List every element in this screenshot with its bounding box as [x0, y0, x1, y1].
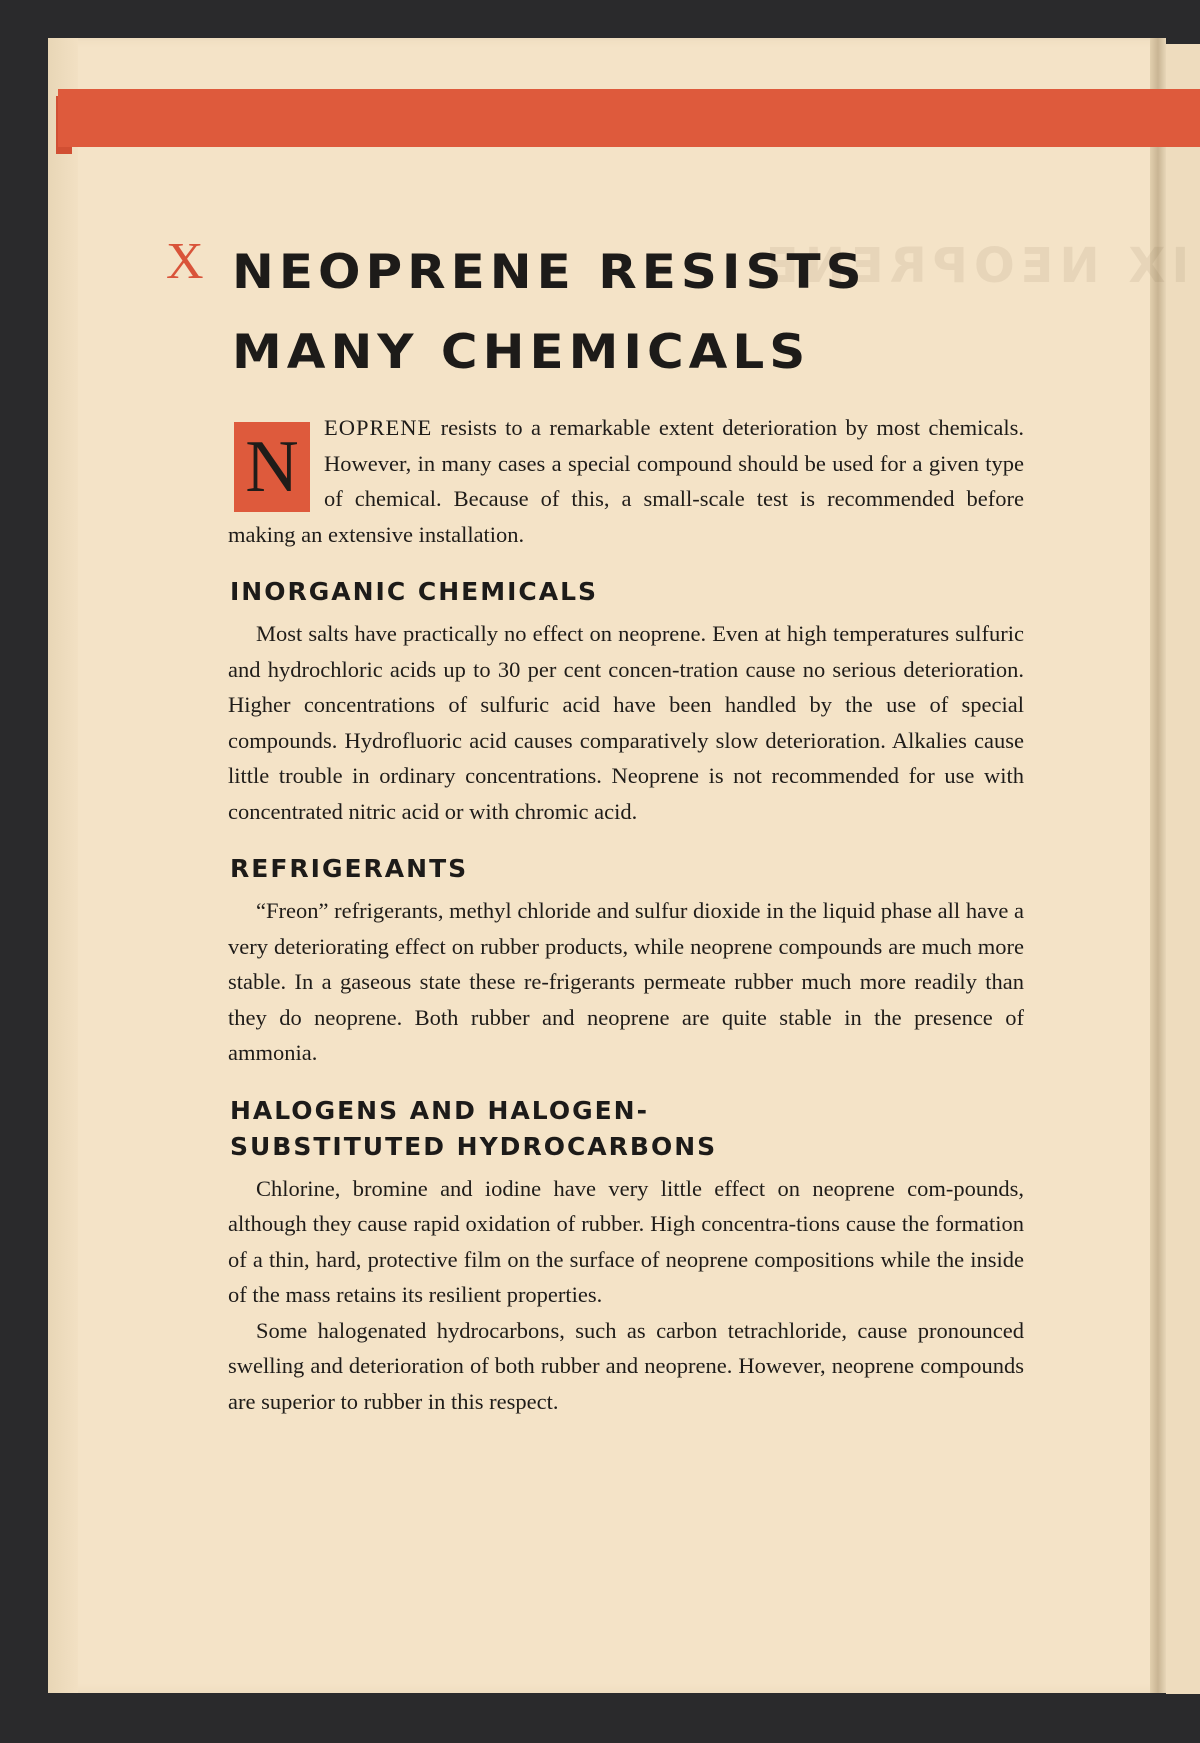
intro-paragraph: [228, 410, 1024, 552]
title-line: NEOPRENE RESISTS: [232, 244, 867, 300]
header-red-band: [58, 89, 1200, 147]
intro-smallcaps: EOPRENE: [324, 415, 433, 440]
drop-cap: N: [234, 422, 310, 512]
section-paragraph: “Freon” refrigerants, methyl chloride and sulfur dioxide in the liquid phase all have a very deteriorating effect on rubber products, while neoprene compounds are much more stable. In a gaseous state these re-frigerants permeate rubber much more readily than they do neoprene. Both rubber and neoprene are quite stable in the presence of ammonia.: [228, 898, 1024, 1065]
section-paragraph: Chlorine, bromine and iodine have very little effect on neoprene com-pounds, although they cause rapid oxidation of rubber. High concentra-tions cause the formation of a thin, hard, protective film on the surface of neoprene compositions while the inside of the mass retains its resilient properties.: [228, 1175, 1024, 1307]
section-heading-line: SUBSTITUTED HYDROCARBONS: [230, 1131, 718, 1161]
article-body: [228, 410, 1024, 1419]
section-heading-refrigerants: [230, 851, 1024, 887]
section-heading-inorganic: [230, 574, 1024, 610]
section-heading-line: REFRIGERANTS: [230, 854, 469, 883]
chapter-numeral: X: [166, 233, 204, 290]
section-paragraph: Some halogenated hydrocarbons, such as carbon tetrachloride, cause pronounced swelling and deterioration of both rubber and neoprene. However, neoprene compounds are superior to rubber in this respect.: [228, 1317, 1024, 1414]
show-through-text: IX NEOPRENE: [760, 238, 1190, 294]
section-heading-line: INORGANIC CHEMICALS: [230, 577, 599, 606]
title-line: MANY CHEMICALS: [232, 324, 811, 380]
intro-text: resists to a remarkable extent deterioration by most chemicals. However, in many cases a special compound should be used for a given type of chemical. Because of this, a small-scale test is recommended before making an extensive installation.: [228, 415, 1024, 547]
section-heading-line: HALOGENS AND HALOGEN-: [230, 1095, 649, 1125]
page-edge-shadow: [48, 38, 78, 1693]
page-title: [232, 232, 867, 392]
section-heading-halogens: [230, 1093, 1024, 1165]
section-paragraph: Most salts have practically no effect on neoprene. Even at high temperatures sulfuric and hydrochloric acids up to 30 per cent concen-tration cause no serious deterioration. Higher concentrations of sulfuric acid have been handled by the use of special compounds. Hydrofluoric acid causes comparatively slow deterioration. Alkalies cause little trouble in ordinary concentrations. Neoprene is not recommended for use with concentrated nitric acid or with chromic acid.: [228, 621, 1024, 824]
